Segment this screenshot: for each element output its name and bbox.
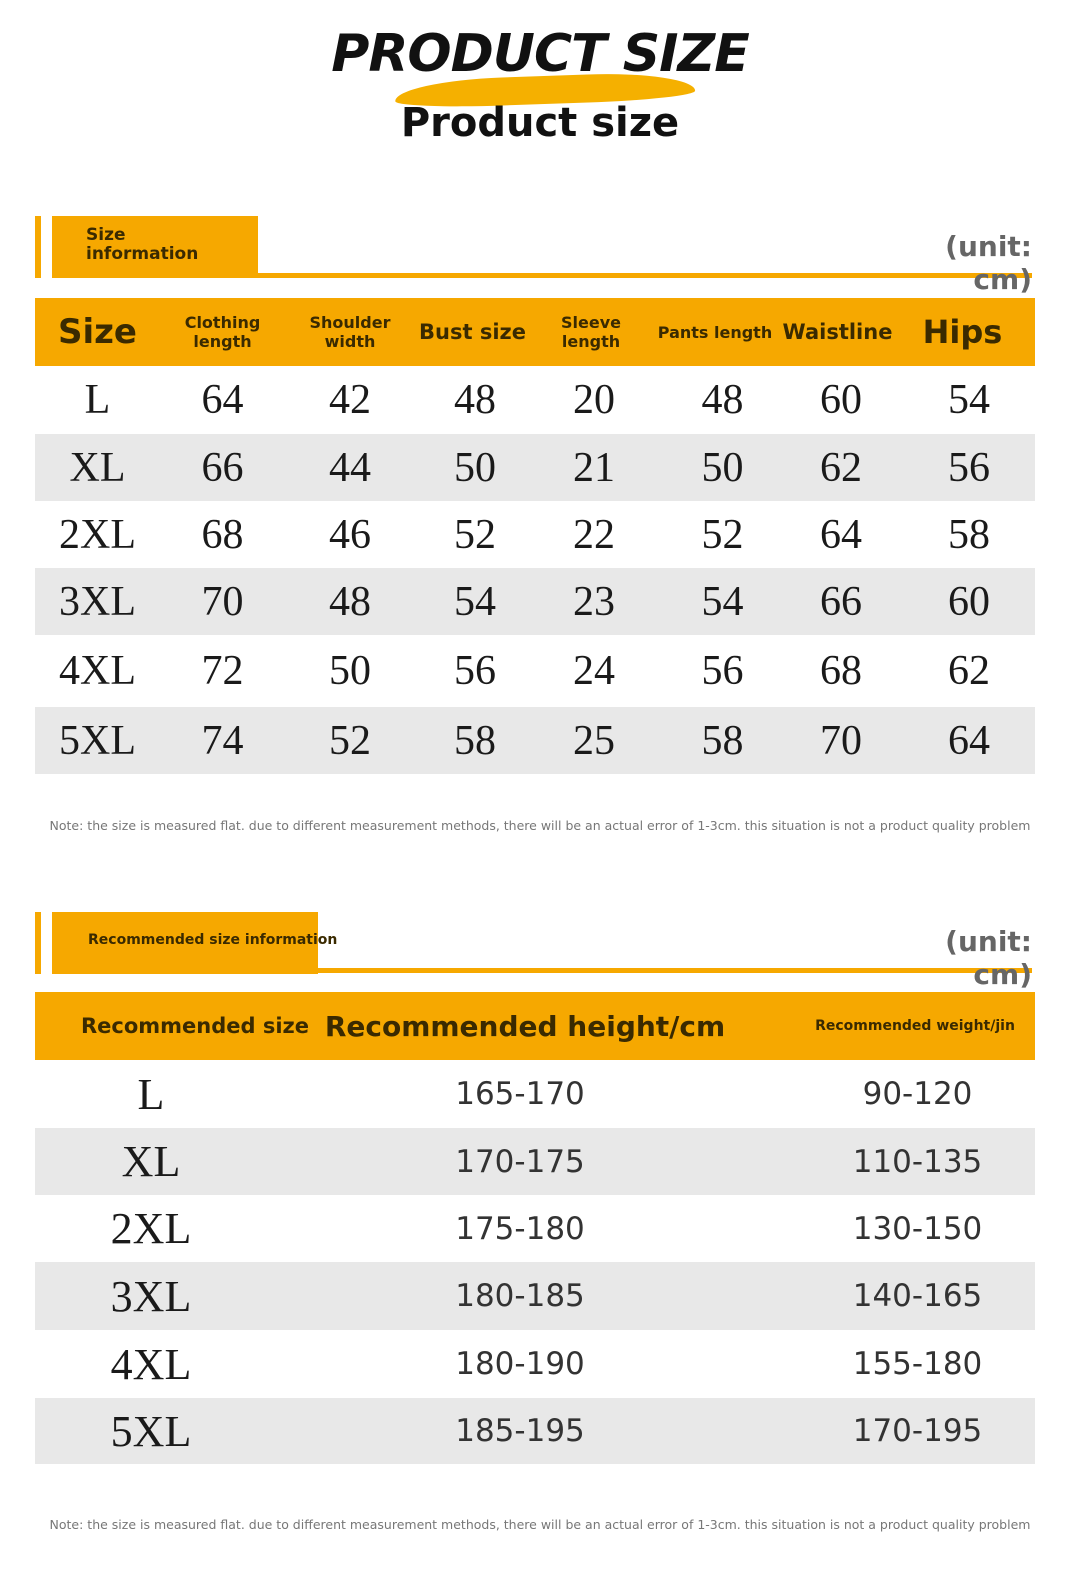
cell-size: 5XL	[110, 1406, 192, 1456]
cell-value: 70	[820, 717, 862, 764]
table-row	[35, 1195, 1035, 1262]
cell-weight: 155-180	[852, 1346, 983, 1382]
cell-weight: 140-165	[852, 1278, 983, 1314]
col-sleeve-length: Sleeve length	[561, 313, 621, 351]
col-recommended-height: Recommended height/cm	[324, 1009, 726, 1043]
cell-size: 2XL	[59, 511, 136, 558]
cell-value: 22	[573, 511, 615, 558]
col-recommended-size: Recommended size	[80, 1014, 310, 1038]
cell-value: 46	[329, 511, 371, 558]
section-tab-label: Size information	[86, 225, 199, 264]
cell-size: 4XL	[110, 1339, 192, 1389]
cell-height: 180-190	[455, 1346, 585, 1382]
cell-value: 52	[454, 511, 496, 558]
cell-size: 2XL	[110, 1204, 192, 1253]
cell-value: 48	[329, 578, 371, 625]
cell-value: 44	[329, 444, 371, 491]
cell-value: 23	[573, 578, 615, 625]
cell-value: 50	[329, 648, 371, 694]
cell-value: 52	[701, 511, 744, 558]
cell-value: 48	[701, 377, 744, 423]
cell-value: 66	[201, 444, 244, 491]
section-tab-marker	[35, 216, 41, 278]
cell-value: 62	[820, 444, 862, 491]
cell-height: 185-195	[455, 1413, 585, 1449]
cell-value: 60	[820, 377, 862, 423]
cell-value: 68	[820, 648, 862, 694]
cell-value: 42	[329, 377, 371, 423]
cell-value: 74	[201, 717, 244, 764]
table-row	[35, 1262, 1035, 1330]
table-row	[35, 568, 1035, 635]
size-table-header	[35, 298, 1035, 366]
cell-value: 64	[948, 717, 990, 764]
cell-height: 165-170	[455, 1076, 585, 1112]
table-row	[35, 1330, 1035, 1398]
table-row	[35, 1060, 1035, 1128]
cell-size: 5XL	[59, 717, 136, 764]
table-row	[35, 434, 1035, 501]
cell-value: 20	[573, 377, 615, 423]
cell-value: 58	[701, 717, 744, 764]
cell-value: 54	[454, 578, 496, 625]
col-hips: Hips	[922, 313, 1003, 351]
cell-value: 72	[201, 648, 244, 694]
cell-value: 66	[820, 578, 862, 625]
cell-value: 70	[201, 578, 244, 625]
cell-value: 58	[948, 511, 990, 558]
cell-value: 64	[820, 511, 862, 558]
cell-value: 21	[573, 444, 615, 491]
cell-size: L	[84, 377, 111, 423]
cell-height: 170-175	[455, 1143, 585, 1180]
cell-size: XL	[121, 1137, 181, 1186]
recommend-table-header	[35, 992, 1035, 1060]
page-subtitle: Product size	[400, 100, 680, 146]
section-tab-marker	[35, 912, 41, 974]
cell-size: 3XL	[110, 1271, 192, 1321]
cell-size: XL	[69, 444, 126, 491]
cell-weight: 130-150	[852, 1210, 983, 1247]
cell-size: 4XL	[59, 648, 136, 694]
table-row	[35, 635, 1035, 707]
col-clothing-length: Clothing length	[184, 313, 261, 351]
cell-value: 64	[201, 377, 244, 423]
col-bust-size: Bust size	[419, 320, 526, 344]
cell-value: 56	[454, 648, 496, 694]
measurement-note: Note: the size is measured flat. due to different measurement methods, there will be an actual error of 1-3cm. this situation is not a product quality problem	[49, 1517, 1031, 1532]
col-shoulder-width: Shoulder width	[309, 313, 391, 351]
cell-height: 180-185	[455, 1278, 585, 1314]
cell-weight: 90-120	[862, 1076, 973, 1112]
section-tab-label: Recommended size information	[88, 932, 338, 948]
table-row	[35, 1128, 1035, 1195]
table-row	[35, 501, 1035, 568]
cell-height: 175-180	[455, 1210, 585, 1247]
col-recommended-weight: Recommended weight/jin	[815, 1018, 1015, 1034]
cell-value: 62	[948, 648, 990, 694]
col-pants-length: Pants length	[657, 322, 773, 342]
cell-value: 24	[573, 648, 615, 694]
cell-size: 3XL	[59, 578, 136, 625]
cell-value: 68	[201, 511, 244, 558]
measurement-note: Note: the size is measured flat. due to different measurement methods, there will be an actual error of 1-3cm. this situation is not a product quality problem	[49, 818, 1031, 833]
col-size: Size	[58, 312, 137, 352]
cell-value: 56	[948, 444, 990, 491]
brand-title: PRODUCT SIZE	[331, 24, 749, 84]
cell-value: 50	[701, 444, 744, 491]
cell-value: 25	[573, 717, 615, 764]
table-row	[35, 707, 1035, 774]
cell-value: 54	[701, 578, 744, 625]
cell-value: 58	[454, 717, 496, 764]
col-waistline: Waistline	[782, 320, 893, 344]
cell-value: 48	[454, 377, 496, 423]
unit-label: (unit: cm)	[945, 230, 1032, 296]
unit-label: (unit: cm)	[945, 925, 1032, 991]
table-row	[35, 366, 1035, 434]
cell-weight: 110-135	[852, 1143, 983, 1180]
brand-header	[0, 18, 1080, 90]
cell-value: 52	[329, 717, 371, 764]
cell-size: L	[137, 1069, 165, 1119]
cell-weight: 170-195	[852, 1413, 983, 1449]
cell-value: 60	[948, 578, 990, 625]
cell-value: 56	[701, 648, 744, 694]
cell-value: 54	[948, 377, 990, 423]
cell-value: 50	[454, 444, 496, 491]
table-row	[35, 1398, 1035, 1464]
